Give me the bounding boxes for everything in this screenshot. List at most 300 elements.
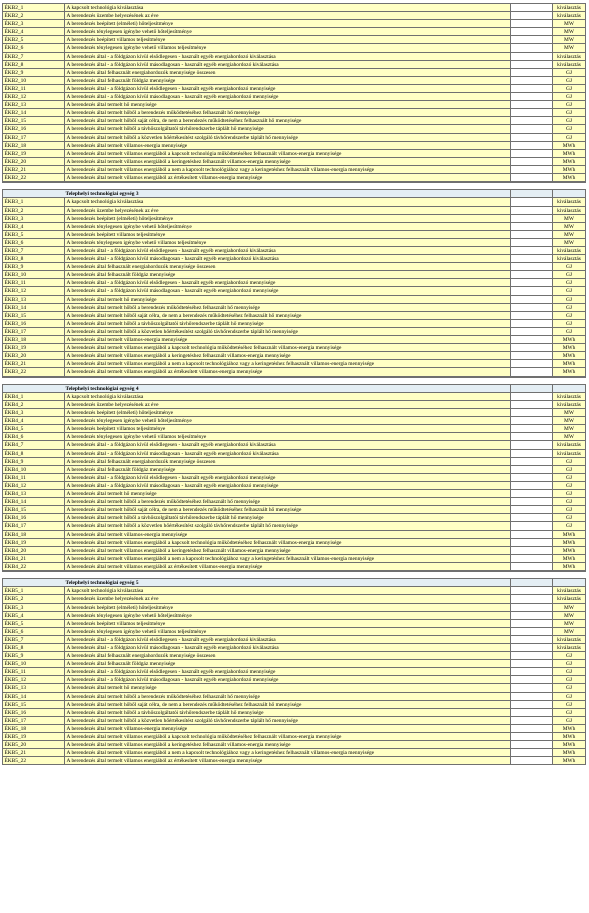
row-value-cell[interactable]: [510, 449, 552, 457]
row-value-cell[interactable]: [510, 238, 552, 246]
row-code-cell: ÉKB3_8: [2, 254, 64, 262]
row-code-cell: ÉKB4_2: [2, 400, 64, 408]
row-description-cell: A berendezés által termelt hőből a berendezés működtetéséhez felhasznált hő mennyisége: [64, 108, 510, 116]
row-code-cell: ÉKB5_18: [2, 724, 64, 732]
row-value-cell[interactable]: [510, 35, 552, 43]
table-row: [2, 116, 586, 124]
row-unit-cell: MW: [552, 238, 586, 246]
row-value-cell[interactable]: [510, 740, 552, 748]
table-row: [2, 367, 586, 375]
table-row: [2, 667, 586, 675]
table-row: [2, 700, 586, 708]
table-row: [2, 538, 586, 546]
row-value-cell[interactable]: [510, 149, 552, 157]
table-row: [2, 643, 586, 651]
row-value-cell[interactable]: [510, 133, 552, 141]
row-value-cell[interactable]: [510, 521, 552, 529]
section-header-cell: [510, 189, 552, 197]
row-unit-cell: GJ: [552, 700, 586, 708]
row-code-cell: ÉKB4_12: [2, 481, 64, 489]
row-description-cell: A berendezés által felhasznált földgáz mennyisége: [64, 270, 510, 278]
row-description-cell: A berendezés által termelt villamos energiából az értékesített villamos-energia mennyisége: [64, 367, 510, 375]
row-value-cell[interactable]: [510, 262, 552, 270]
row-unit-cell: GJ: [552, 319, 586, 327]
row-description-cell: A berendezés által termelt hőből a berendezés működtetéséhez felhasznált hő mennyisége: [64, 303, 510, 311]
row-description-cell: A berendezés által termelt villamos energiából a nem a kapcsolt technológiához vagy a keringetéshez felhasznált villamos-energia mennyisége: [64, 748, 510, 756]
row-unit-cell: MWh: [552, 367, 586, 375]
row-code-cell: ÉKB4_17: [2, 521, 64, 529]
row-description-cell: A berendezés ténylegesen igénybe vehető hőteljesítménye: [64, 222, 510, 230]
row-code-cell: ÉKB4_6: [2, 432, 64, 440]
row-description-cell: A berendezés által termelt villamos-energia mennyisége: [64, 335, 510, 343]
row-value-cell[interactable]: [510, 335, 552, 343]
row-unit-cell: MW: [552, 424, 586, 432]
row-description-cell: A berendezés által termelt villamos energiából a kapcsolt technológia működtetéséhez felhasznált villamos-energia mennyisége: [64, 149, 510, 157]
row-unit-cell: MW: [552, 432, 586, 440]
table-row: [2, 408, 586, 416]
table-row: [2, 457, 586, 465]
row-unit-cell: GJ: [552, 708, 586, 716]
row-unit-cell: GJ: [552, 262, 586, 270]
row-description-cell: A berendezés által - a földgázon kívül elsődlegesen - használt egyéb energiahordozó kiválasztása: [64, 52, 510, 60]
row-value-cell[interactable]: [510, 246, 552, 254]
table-row: [2, 197, 586, 205]
row-description-cell: A berendezés üzembe helyezésének az éve: [64, 400, 510, 408]
row-unit-cell: kiválasztás: [552, 52, 586, 60]
table-row: [2, 311, 586, 319]
table-row: [2, 400, 586, 408]
row-unit-cell: MW: [552, 408, 586, 416]
row-value-cell[interactable]: [510, 627, 552, 635]
row-unit-cell: GJ: [552, 295, 586, 303]
row-unit-cell: MWh: [552, 732, 586, 740]
row-value-cell[interactable]: [510, 222, 552, 230]
table-row: [2, 724, 586, 732]
row-value-cell[interactable]: [510, 60, 552, 68]
row-code-cell: ÉKB5_3: [2, 603, 64, 611]
row-value-cell[interactable]: [510, 432, 552, 440]
table-row: [2, 60, 586, 68]
row-unit-cell: GJ: [552, 327, 586, 335]
table-row: [2, 173, 586, 181]
row-description-cell: A berendezés által termelt villamos energiából az értékesített villamos-energia mennyisége: [64, 173, 510, 181]
table-row: [2, 84, 586, 92]
row-unit-cell: MW: [552, 416, 586, 424]
row-code-cell: ÉKB4_18: [2, 530, 64, 538]
row-description-cell: A berendezés által - a földgázon kívül elsődlegesen - használt egyéb energiahordozó kiválasztása: [64, 635, 510, 643]
row-code-cell: ÉKB4_3: [2, 408, 64, 416]
row-value-cell[interactable]: [510, 19, 552, 27]
row-unit-cell: GJ: [552, 311, 586, 319]
row-unit-cell: GJ: [552, 457, 586, 465]
row-description-cell: A berendezés által termelt hőből a közvetlen hőértékesítést szolgáló távhőrendszerbe táplált hő mennyisége: [64, 521, 510, 529]
row-unit-cell: GJ: [552, 667, 586, 675]
row-value-cell[interactable]: [510, 489, 552, 497]
row-description-cell: A berendezés által felhasznált energiahordozók mennyisége összesen: [64, 457, 510, 465]
row-value-cell[interactable]: [510, 481, 552, 489]
row-description-cell: A berendezés ténylegesen igénybe vehető villamos teljesítménye: [64, 43, 510, 51]
section-header: [2, 578, 586, 586]
table-row: [2, 278, 586, 286]
table-row: [2, 497, 586, 505]
row-value-cell[interactable]: [510, 92, 552, 100]
row-value-cell[interactable]: [510, 84, 552, 92]
row-value-cell[interactable]: [510, 157, 552, 165]
row-description-cell: A berendezés által - a földgázon kívül elsődlegesen - használt egyéb energiahordozó mennyisége: [64, 667, 510, 675]
row-code-cell: ÉKB4_1: [2, 392, 64, 400]
row-description-cell: A berendezés által - a földgázon kívül elsődlegesen - használt egyéb energiahordozó mennyisége: [64, 278, 510, 286]
row-value-cell[interactable]: [510, 619, 552, 627]
row-description-cell: A berendezés által termelt villamos energiából a kapcsolt technológia működtetéséhez felhasznált villamos-energia mennyisége: [64, 538, 510, 546]
row-value-cell[interactable]: [510, 603, 552, 611]
spreadsheet-table: [2, 3, 586, 765]
row-value-cell[interactable]: [510, 214, 552, 222]
row-unit-cell: GJ: [552, 659, 586, 667]
row-code-cell: ÉKB2_19: [2, 149, 64, 157]
row-description-cell: A berendezés által - a földgázon kívül másodlagosan - használt egyéb energiahordozó mennyisége: [64, 481, 510, 489]
row-description-cell: A berendezés által - a földgázon kívül másodlagosan - használt egyéb energiahordozó mennyisége: [64, 286, 510, 294]
row-unit-cell: GJ: [552, 100, 586, 108]
row-description-cell: A berendezés által termelt villamos-energia mennyisége: [64, 724, 510, 732]
row-code-cell: ÉKB5_8: [2, 643, 64, 651]
row-unit-cell: MWh: [552, 165, 586, 173]
table-row: [2, 149, 586, 157]
table-row: [2, 416, 586, 424]
table-row: [2, 286, 586, 294]
section-header-cell: [510, 578, 552, 586]
row-description-cell: A berendezés által - a földgázon kívül elsődlegesen - használt egyéb energiahordozó kiválasztása: [64, 246, 510, 254]
row-code-cell: ÉKB5_19: [2, 732, 64, 740]
row-unit-cell: MWh: [552, 173, 586, 181]
row-value-cell[interactable]: [510, 173, 552, 181]
row-description-cell: A kapcsolt technológia kiválasztása: [64, 197, 510, 205]
table-row: [2, 481, 586, 489]
row-description-cell: A berendezés által termelt villamos energiából az értékesített villamos-energia mennyisége: [64, 562, 510, 570]
row-value-cell[interactable]: [510, 141, 552, 149]
table-row: [2, 659, 586, 667]
row-value-cell[interactable]: [510, 667, 552, 675]
row-value-cell[interactable]: [510, 538, 552, 546]
row-value-cell[interactable]: [510, 530, 552, 538]
table-row: [2, 3, 586, 11]
row-code-cell: ÉKB3_20: [2, 351, 64, 359]
row-unit-cell: GJ: [552, 716, 586, 724]
row-value-cell[interactable]: [510, 465, 552, 473]
row-value-cell[interactable]: [510, 124, 552, 132]
row-description-cell: A berendezés által - a földgázon kívül elsődlegesen - használt egyéb energiahordozó kiválasztása: [64, 440, 510, 448]
table-row: [2, 206, 586, 214]
table-row: [2, 586, 586, 594]
row-value-cell[interactable]: [510, 643, 552, 651]
row-unit-cell: MW: [552, 222, 586, 230]
row-unit-cell: MW: [552, 603, 586, 611]
row-description-cell: A berendezés által termelt villamos energiából a keringetéshez felhasznált villamos-energia mennyisége: [64, 351, 510, 359]
section-title: Telephelyi technológiai egység 3: [64, 189, 510, 197]
row-code-cell: ÉKB2_6: [2, 43, 64, 51]
section-header-spacer: [2, 384, 64, 392]
row-code-cell: ÉKB2_17: [2, 133, 64, 141]
row-value-cell[interactable]: [510, 651, 552, 659]
row-value-cell[interactable]: [510, 756, 552, 764]
table-row: [2, 52, 586, 60]
row-unit-cell: kiválasztás: [552, 392, 586, 400]
row-description-cell: A berendezés által - a földgázon kívül elsődlegesen - használt egyéb energiahordozó mennyisége: [64, 84, 510, 92]
row-code-cell: ÉKB2_10: [2, 76, 64, 84]
section-header-spacer: [2, 189, 64, 197]
table-row: [2, 124, 586, 132]
row-code-cell: ÉKB3_9: [2, 262, 64, 270]
row-unit-cell: GJ: [552, 303, 586, 311]
row-unit-cell: MW: [552, 611, 586, 619]
row-description-cell: A kapcsolt technológia kiválasztása: [64, 392, 510, 400]
row-description-cell: A berendezés által termelt villamos energiából a keringetéshez felhasznált villamos-energia mennyisége: [64, 157, 510, 165]
row-unit-cell: MW: [552, 27, 586, 35]
table-row: [2, 424, 586, 432]
section-bottom-border: [2, 764, 586, 765]
row-code-cell: ÉKB3_14: [2, 303, 64, 311]
table-row: [2, 432, 586, 440]
row-unit-cell: GJ: [552, 651, 586, 659]
row-value-cell[interactable]: [510, 708, 552, 716]
row-value-cell[interactable]: [510, 700, 552, 708]
row-unit-cell: kiválasztás: [552, 3, 586, 11]
row-description-cell: A kapcsolt technológia kiválasztása: [64, 3, 510, 11]
row-value-cell[interactable]: [510, 724, 552, 732]
table-row: [2, 489, 586, 497]
row-code-cell: ÉKB4_8: [2, 449, 64, 457]
row-code-cell: ÉKB5_14: [2, 692, 64, 700]
row-code-cell: ÉKB2_2: [2, 11, 64, 19]
table-row: [2, 327, 586, 335]
row-description-cell: A berendezés által termelt hőből a berendezés működtetéséhez felhasznált hő mennyisége: [64, 497, 510, 505]
row-code-cell: ÉKB3_13: [2, 295, 64, 303]
table-row: [2, 335, 586, 343]
table-row: [2, 675, 586, 683]
table-row: [2, 19, 586, 27]
row-value-cell[interactable]: [510, 206, 552, 214]
section-header-cell: [552, 189, 586, 197]
row-value-cell[interactable]: [510, 303, 552, 311]
row-value-cell[interactable]: [510, 43, 552, 51]
row-code-cell: ÉKB5_17: [2, 716, 64, 724]
row-code-cell: ÉKB2_16: [2, 124, 64, 132]
row-unit-cell: kiválasztás: [552, 246, 586, 254]
section-spacer: [2, 377, 586, 384]
row-code-cell: ÉKB3_11: [2, 278, 64, 286]
row-value-cell[interactable]: [510, 270, 552, 278]
row-code-cell: ÉKB5_22: [2, 756, 64, 764]
row-code-cell: ÉKB4_13: [2, 489, 64, 497]
row-value-cell[interactable]: [510, 52, 552, 60]
row-value-cell[interactable]: [510, 473, 552, 481]
row-description-cell: A berendezés által termelt villamos energiából a nem a kapcsolt technológiához vagy a keringetéshez felhasznált villamos-energia mennyisége: [64, 165, 510, 173]
row-code-cell: ÉKB5_21: [2, 748, 64, 756]
row-value-cell[interactable]: [510, 659, 552, 667]
row-value-cell[interactable]: [510, 683, 552, 691]
row-code-cell: ÉKB2_1: [2, 3, 64, 11]
row-value-cell[interactable]: [510, 546, 552, 554]
row-value-cell[interactable]: [510, 554, 552, 562]
table-row: [2, 238, 586, 246]
row-description-cell: A berendezés által - a földgázon kívül másodlagosan - használt egyéb energiahordozó mennyisége: [64, 92, 510, 100]
row-value-cell[interactable]: [510, 457, 552, 465]
table-row: [2, 530, 586, 538]
row-description-cell: A berendezés által termelt hőből a közvetlen hőértékesítést szolgáló távhőrendszerbe táplált hő mennyisége: [64, 716, 510, 724]
row-value-cell[interactable]: [510, 295, 552, 303]
row-unit-cell: MW: [552, 230, 586, 238]
row-unit-cell: GJ: [552, 68, 586, 76]
row-description-cell: A berendezés beépített villamos teljesítménye: [64, 230, 510, 238]
row-value-cell[interactable]: [510, 416, 552, 424]
table-row: [2, 230, 586, 238]
row-unit-cell: GJ: [552, 505, 586, 513]
row-description-cell: A berendezés ténylegesen igénybe vehető hőteljesítménye: [64, 611, 510, 619]
table-row: [2, 100, 586, 108]
row-unit-cell: kiválasztás: [552, 643, 586, 651]
table-row: [2, 222, 586, 230]
row-code-cell: ÉKB2_5: [2, 35, 64, 43]
row-value-cell[interactable]: [510, 505, 552, 513]
row-value-cell[interactable]: [510, 351, 552, 359]
row-code-cell: ÉKB2_20: [2, 157, 64, 165]
row-code-cell: ÉKB3_12: [2, 286, 64, 294]
row-value-cell[interactable]: [510, 197, 552, 205]
row-value-cell[interactable]: [510, 319, 552, 327]
row-description-cell: A berendezés által - a földgázon kívül másodlagosan - használt egyéb energiahordozó kiválasztása: [64, 449, 510, 457]
row-unit-cell: kiválasztás: [552, 60, 586, 68]
row-value-cell[interactable]: [510, 278, 552, 286]
row-value-cell[interactable]: [510, 497, 552, 505]
row-description-cell: A berendezés által termelt hőből a távhőszolgáltatói távhőrendszerbe táplált hő mennyisége: [64, 708, 510, 716]
row-value-cell[interactable]: [510, 692, 552, 700]
row-value-cell[interactable]: [510, 327, 552, 335]
row-value-cell[interactable]: [510, 230, 552, 238]
table-row: [2, 254, 586, 262]
row-code-cell: ÉKB4_21: [2, 554, 64, 562]
row-value-cell[interactable]: [510, 594, 552, 602]
row-value-cell[interactable]: [510, 311, 552, 319]
row-description-cell: A berendezés ténylegesen igénybe vehető villamos teljesítménye: [64, 627, 510, 635]
row-unit-cell: MWh: [552, 359, 586, 367]
table-row: [2, 683, 586, 691]
row-value-cell[interactable]: [510, 108, 552, 116]
row-value-cell[interactable]: [510, 11, 552, 19]
row-description-cell: A berendezés által termelt hő mennyisége: [64, 295, 510, 303]
row-unit-cell: kiválasztás: [552, 449, 586, 457]
row-description-cell: A berendezés által termelt hőből a közvetlen hőértékesítést szolgáló távhőrendszerbe táplált hő mennyisége: [64, 327, 510, 335]
table-row: [2, 351, 586, 359]
table-row: [2, 319, 586, 327]
row-value-cell[interactable]: [510, 562, 552, 570]
row-code-cell: ÉKB2_18: [2, 141, 64, 149]
row-unit-cell: MW: [552, 627, 586, 635]
row-unit-cell: MW: [552, 43, 586, 51]
row-unit-cell: MWh: [552, 335, 586, 343]
row-value-cell[interactable]: [510, 3, 552, 11]
table-row: [2, 11, 586, 19]
row-value-cell[interactable]: [510, 367, 552, 375]
row-unit-cell: kiválasztás: [552, 440, 586, 448]
table-row: [2, 359, 586, 367]
row-value-cell[interactable]: [510, 286, 552, 294]
row-value-cell[interactable]: [510, 100, 552, 108]
row-value-cell[interactable]: [510, 635, 552, 643]
row-value-cell[interactable]: [510, 513, 552, 521]
row-unit-cell: MWh: [552, 724, 586, 732]
table-row: [2, 27, 586, 35]
row-unit-cell: GJ: [552, 270, 586, 278]
row-code-cell: ÉKB5_9: [2, 651, 64, 659]
row-value-cell[interactable]: [510, 116, 552, 124]
row-unit-cell: GJ: [552, 521, 586, 529]
row-description-cell: A berendezés által termelt villamos energiából a nem a kapcsolt technológiához vagy a keringetéshez felhasznált villamos-energia mennyisége: [64, 359, 510, 367]
row-value-cell[interactable]: [510, 76, 552, 84]
row-value-cell[interactable]: [510, 359, 552, 367]
row-description-cell: A berendezés által termelt villamos energiából a kapcsolt technológia működtetéséhez felhasznált villamos-energia mennyisége: [64, 343, 510, 351]
row-unit-cell: kiválasztás: [552, 635, 586, 643]
row-description-cell: A berendezés által termelt hőből saját célra, de nem a berendezés működtetéséhez felhasznált hő mennyisége: [64, 311, 510, 319]
row-value-cell[interactable]: [510, 408, 552, 416]
row-value-cell[interactable]: [510, 586, 552, 594]
row-code-cell: ÉKB2_22: [2, 173, 64, 181]
row-code-cell: ÉKB2_4: [2, 27, 64, 35]
row-code-cell: ÉKB2_8: [2, 60, 64, 68]
row-code-cell: ÉKB4_7: [2, 440, 64, 448]
row-code-cell: ÉKB5_16: [2, 708, 64, 716]
row-value-cell[interactable]: [510, 27, 552, 35]
row-value-cell[interactable]: [510, 424, 552, 432]
row-unit-cell: GJ: [552, 489, 586, 497]
row-description-cell: A berendezés üzembe helyezésének az éve: [64, 206, 510, 214]
row-value-cell[interactable]: [510, 165, 552, 173]
row-value-cell[interactable]: [510, 716, 552, 724]
table-row: [2, 740, 586, 748]
row-code-cell: ÉKB3_16: [2, 319, 64, 327]
row-value-cell[interactable]: [510, 400, 552, 408]
row-unit-cell: kiválasztás: [552, 594, 586, 602]
row-value-cell[interactable]: [510, 343, 552, 351]
row-value-cell[interactable]: [510, 675, 552, 683]
table-row: [2, 756, 586, 764]
table-row: [2, 692, 586, 700]
row-code-cell: ÉKB4_15: [2, 505, 64, 513]
row-value-cell[interactable]: [510, 254, 552, 262]
row-description-cell: A berendezés által termelt hőből a távhőszolgáltatói távhőrendszerbe táplált hő mennyisége: [64, 124, 510, 132]
row-value-cell[interactable]: [510, 392, 552, 400]
table-row: [2, 546, 586, 554]
row-value-cell[interactable]: [510, 440, 552, 448]
row-unit-cell: GJ: [552, 683, 586, 691]
row-unit-cell: MWh: [552, 748, 586, 756]
row-value-cell[interactable]: [510, 68, 552, 76]
row-value-cell[interactable]: [510, 748, 552, 756]
section-spacer: [2, 571, 586, 578]
row-unit-cell: GJ: [552, 133, 586, 141]
table-row: [2, 392, 586, 400]
row-value-cell[interactable]: [510, 611, 552, 619]
row-value-cell[interactable]: [510, 732, 552, 740]
row-code-cell: ÉKB3_5: [2, 230, 64, 238]
row-description-cell: A berendezés által termelt villamos energiából a keringetéshez felhasznált villamos-energia mennyisége: [64, 546, 510, 554]
row-description-cell: A berendezés által - a földgázon kívül elsődlegesen - használt egyéb energiahordozó mennyisége: [64, 473, 510, 481]
table-row: [2, 76, 586, 84]
row-code-cell: ÉKB5_5: [2, 619, 64, 627]
row-code-cell: ÉKB3_6: [2, 238, 64, 246]
row-code-cell: ÉKB5_2: [2, 594, 64, 602]
row-code-cell: ÉKB2_14: [2, 108, 64, 116]
row-code-cell: ÉKB2_9: [2, 68, 64, 76]
section-header-cell: [552, 384, 586, 392]
